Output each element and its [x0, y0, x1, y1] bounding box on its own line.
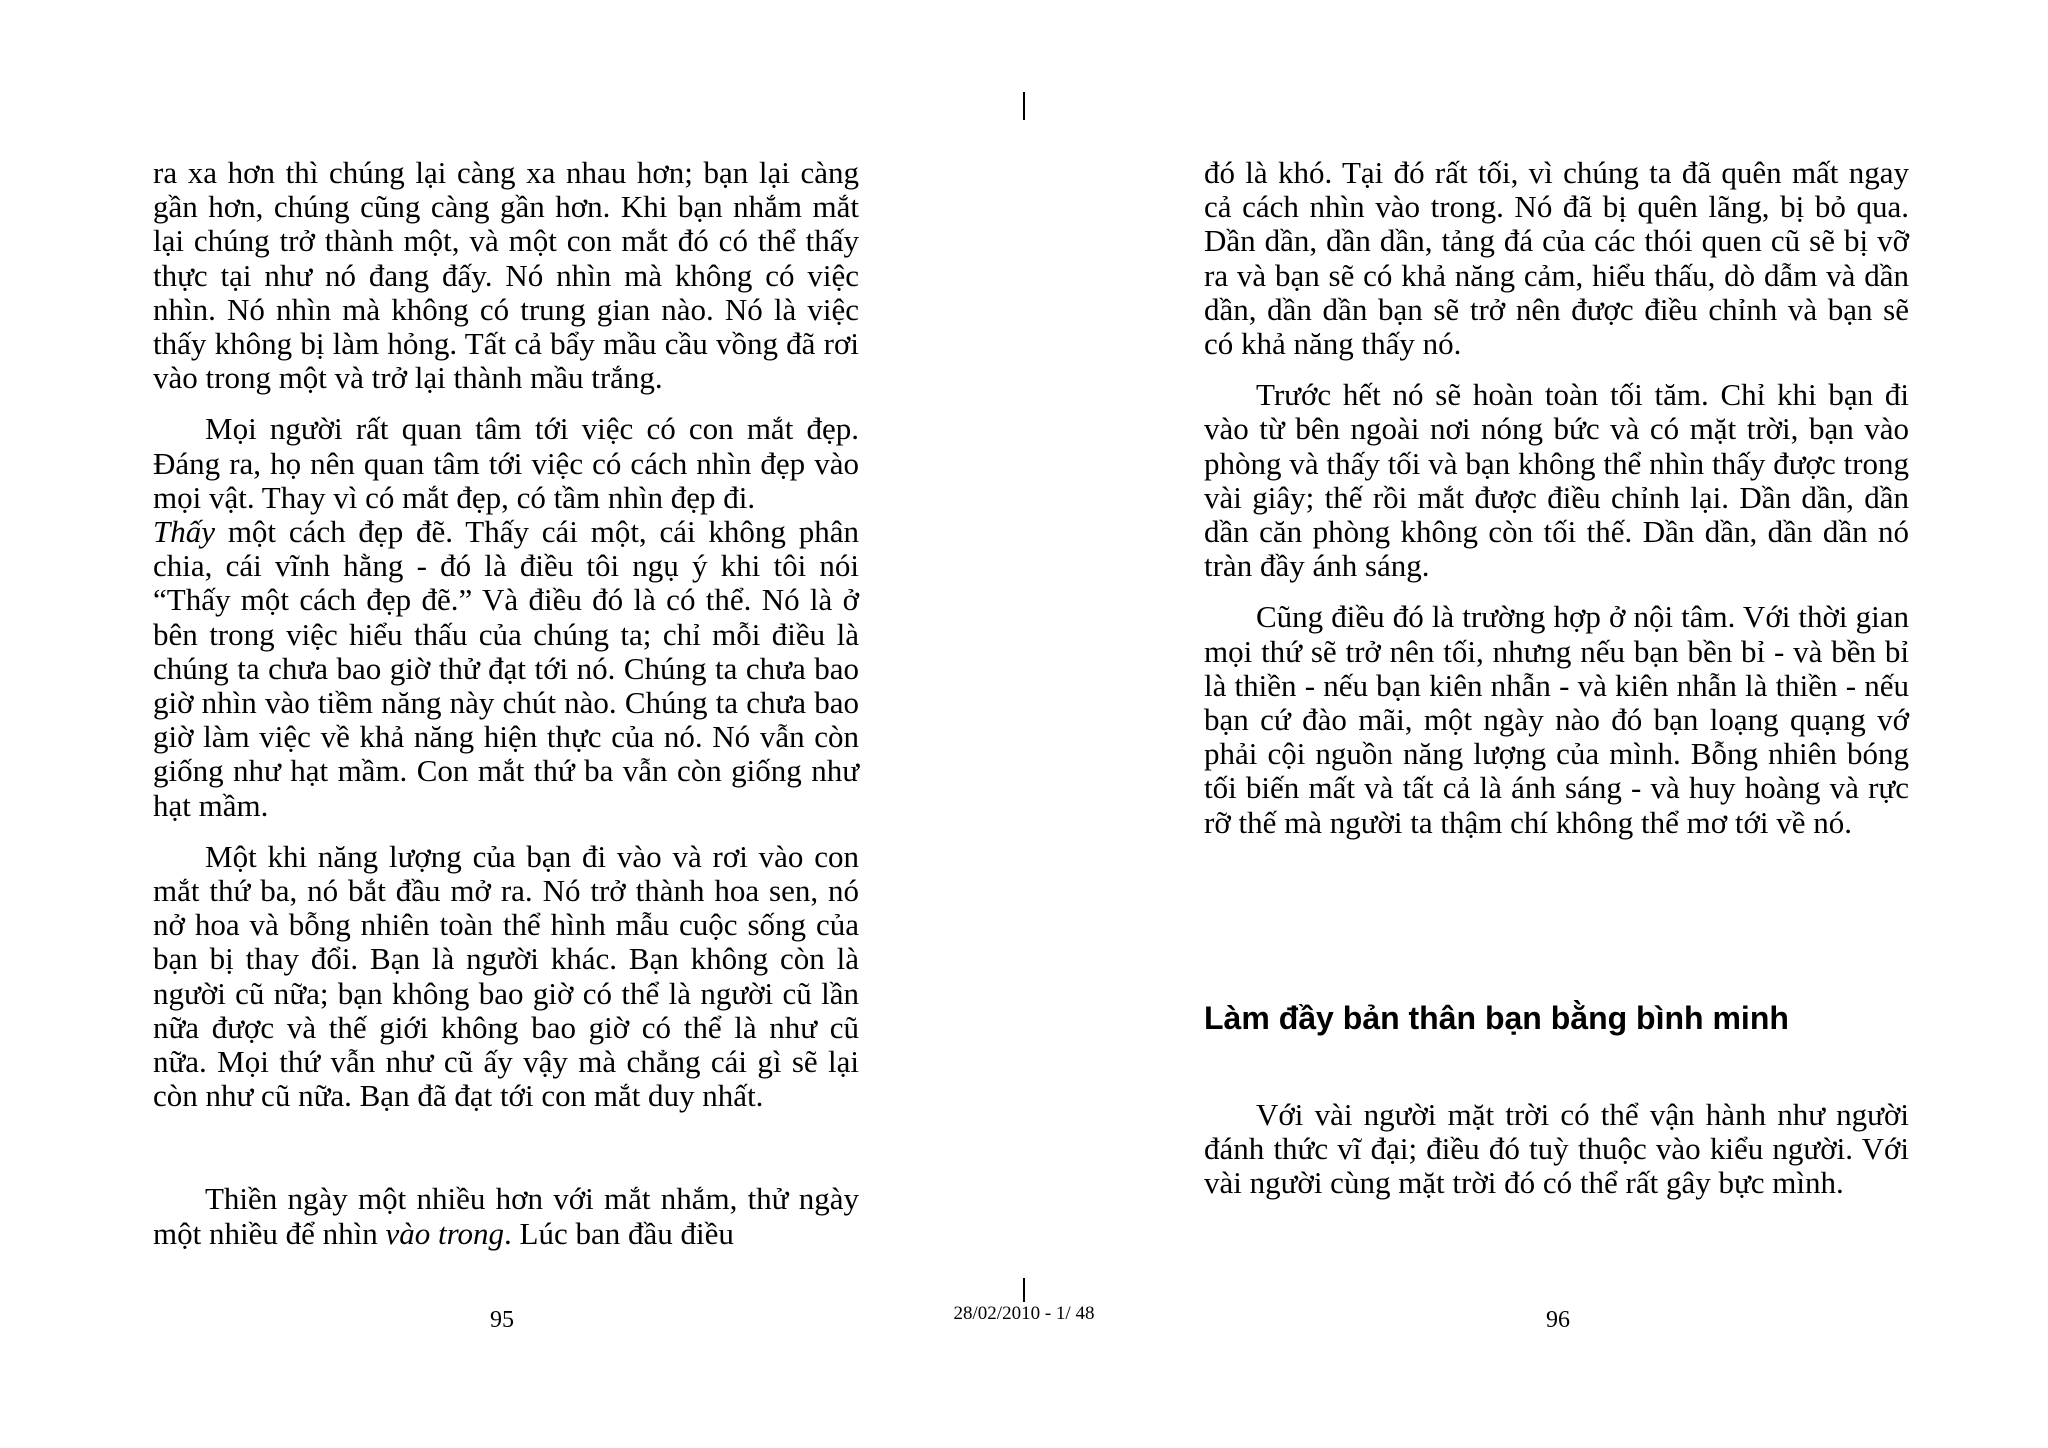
center-fold-mark-bottom: [1023, 1278, 1025, 1302]
italic-thay: Thấy: [153, 514, 215, 550]
left-paragraph-4-tail: . Lúc ban đầu điều: [504, 1215, 734, 1251]
italic-vao-trong: vào trong: [385, 1215, 505, 1251]
left-paragraph-3: Một khi năng lượng của bạn đi vào và rơi vào con mắt thứ ba, nó bắt đầu mở ra. Nó trở thành hoa sen, nó nở hoa và bỗng nhiên toàn thể hình mẫu cuộc sống của bạn bị thay đổi. Bạn là người khác. Bạn không còn là người cũ nữa; bạn không bao giờ có thể là người cũ lần nữa được và thế giới không bao giờ có thể là như cũ nữa. Mọi thứ vẫn như cũ ấy vậy mà chẳng cái gì sẽ lại còn như cũ nữa. Bạn đã đạt tới con mắt duy nhất.: [153, 838, 859, 1114]
right-page-text: [1204, 156, 1909, 857]
section-heading: Làm đầy bản thân bạn bằng bình minh: [1204, 1000, 1789, 1036]
right-paragraph-4: Với vài người mặt trời có thể vận hành như người đánh thức vĩ đại; điều đó tuỳ thuộc vào kiểu người. Với vài người cùng mặt trời đó có thể rất gây bực mình.: [1204, 1097, 1909, 1201]
print-date-stamp: 28/02/2010 - 1/ 48: [953, 1303, 1095, 1324]
left-paragraph-2-text: Mọi người rất quan tâm tới việc có con mắt đẹp. Đáng ra, họ nên quan tâm tới việc có cách nhìn đẹp vào mọi vật. Thay vì có mắt đẹp, có tầm nhìn đẹp đi.: [153, 411, 859, 515]
paragraph-gap: [153, 1130, 859, 1182]
page-number-left: 95: [490, 1307, 514, 1333]
right-paragraph-2: Trước hết nó sẽ hoàn toàn tối tăm. Chỉ khi bạn đi vào từ bên ngoài nơi nóng bức và có mặt trời, bạn vào phòng và thấy tối và bạn không thể nhìn thấy được trong vài giây; thế rồi mắt được điều chỉnh lại. Dần dần, dần dần căn phòng không còn tối thế. Dần dần, dần dần nó tràn đầy ánh sáng.: [1204, 377, 1909, 584]
left-page-text: [153, 156, 859, 1268]
right-page: [1024, 0, 2048, 1448]
left-paragraph-2-cont: một cách đẹp đẽ. Thấy cái một, cái không phân chia, cái vĩnh hằng - đó là điều tôi ngụ ý khi tôi nói “Thấy một cách đẹp đẽ.” Và điều đó là có thể. Nó là ở bên trong việc hiểu thấu của chúng ta; chỉ mỗi điều là chúng ta chưa bao giờ thử đạt tới nó. Chúng ta chưa bao giờ nhìn vào tiềm năng này chút nào. Chúng ta chưa bao giờ làm việc về khả năng hiện thực của nó. Nó vẫn còn giống như hạt mầm. Con mắt thứ ba vẫn còn giống như hạt mầm.: [153, 514, 860, 823]
left-paragraph-1: ra xa hơn thì chúng lại càng xa nhau hơn; bạn lại càng gần hơn, chúng cũng càng gần hơn. Khi bạn nhắm mắt lại chúng trở thành một, và một con mắt đó có thể thấy thực tại như nó đang đấy. Nó nhìn mà không có việc nhìn. Nó nhìn mà không có trung gian nào. Nó là việc thấy không bị làm hỏng. Tất cả bẩy mầu cầu vồng đã rơi vào trong một và trở lại thành mầu trắng.: [153, 155, 859, 396]
left-paragraph-4: [153, 1182, 859, 1250]
right-paragraph-3: Cũng điều đó là trường hợp ở nội tâm. Với thời gian mọi thứ sẽ trở nên tối, nhưng nếu bạn bền bỉ - và bền bỉ là thiền - nếu bạn kiên nhẫn - và kiên nhẫn là thiền - nếu bạn cứ đào mãi, một ngày nào đó bạn loạng quạng vớ phải cội nguồn năng lượng của mình. Bỗng nhiên bóng tối biến mất và tất cả là ánh sáng - và huy hoàng và rực rỡ thế mà người ta thậm chí không thể mơ tới về nó.: [1204, 599, 1909, 840]
page-number-right: 96: [1546, 1307, 1570, 1333]
right-paragraph-1: đó là khó. Tại đó rất tối, vì chúng ta đã quên mất ngay cả cách nhìn vào trong. Nó đã bị quên lãng, bị bỏ qua. Dần dần, dần dần, tảng đá của các thói quen cũ sẽ bị vỡ ra và bạn sẽ có khả năng cảm, hiểu thấu, dò dẫm và dần dần, dần dần bạn sẽ trở nên được điều chỉnh và bạn sẽ có khả năng thấy nó.: [1204, 155, 1909, 362]
left-paragraph-2: [153, 412, 859, 822]
left-paragraph-4-text: Thiền ngày một nhiều hơn với mắt nhắm, thử ngày một nhiều để nhìn: [153, 1181, 859, 1251]
